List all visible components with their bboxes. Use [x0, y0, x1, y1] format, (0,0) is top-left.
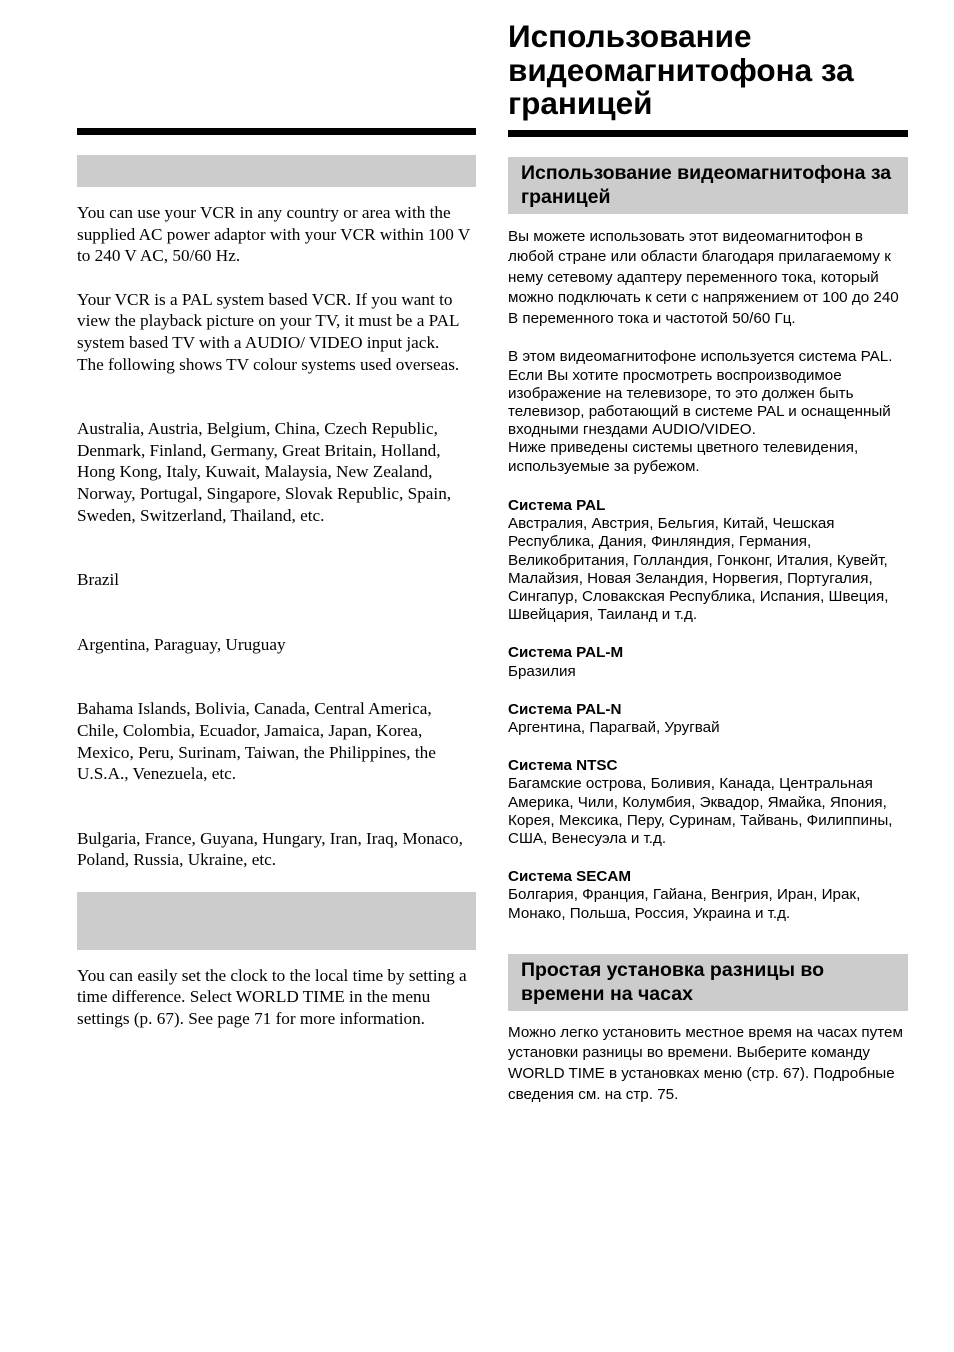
en-colour-systems-note: The following shows TV colour systems used overseas.	[77, 354, 460, 374]
ru-paln-countries: Аргентина, Парагвай, Уругвай	[508, 718, 720, 736]
en-palm-countries: Brazil	[77, 570, 119, 590]
ru-colour-systems-note: Ниже приведены системы цветного телевидения, используемые за рубежом.	[508, 439, 859, 475]
ru-ntsc-countries: Багамские острова, Боливия, Канада, Центральная Америка, Чили, Колумбия, Эквадор, Ямайка, Япония, Корея, Мексика, Перу, Суринам, Тайвань, Филиппины, США, Венесуэла и т.д.	[508, 775, 893, 847]
ru-intro-paragraph: Вы можете использовать этот видеомагнитофон в любой стране или области благодаря прилагаемому к нему сетевому адаптеру переменного тока, который можно подключать к сети с напряжением от 100 до 240 В переменного тока и частотой 50/60 Гц.	[508, 227, 899, 327]
section-heading: Простая установка разницы во времени на часах	[521, 958, 825, 1005]
ru-palm-label: Система PAL-M	[508, 644, 624, 662]
section-heading-band	[508, 157, 908, 214]
russian-column	[508, 20, 908, 1105]
ru-paln-label: Система PAL-N	[508, 700, 622, 718]
ru-ntsc-label: Система NTSC	[508, 757, 618, 775]
en-secam-countries: Bulgaria, France, Guyana, Hungary, Iran, Iraq, Monaco, Poland, Russia, Ukraine, etc.	[77, 828, 463, 870]
ru-pal-paragraph: В этом видеомагнитофоне используется система PAL. Если Вы хотите просмотреть воспроизводимое изображение на телевизоре, то это должен быть телевизор, работающий в системе PAL и оснащенный входными гнездами AUDIO/VIDEO.	[508, 348, 893, 439]
ru-pal-countries: Австралия, Австрия, Бельгия, Китай, Чешская Республика, Дания, Финляндия, Германия, Великобритания, Голландия, Гонконг, Италия, Кувейт, Малайзия, Новая Зеландия, Норвегия, Португалия, Сингапур, Словакская Республика, Испания, Швеция, Швейцария, Таиланд и т.д.	[508, 515, 889, 624]
ru-clock-paragraph: Можно легко установить местное время на часах путем установки разницы во времени. Выберите команду WORLD TIME в установках меню (стр. 67). Подробные сведения см. на стр. 75.	[508, 1023, 903, 1103]
page-title: Использование видеомагнитофона за границей	[508, 18, 854, 121]
en-pal-countries: Australia, Austria, Belgium, China, Czech Republic, Denmark, Finland, Germany, Great Britain, Holland, Hong Kong, Italy, Kuwait, Malaysia, New Zealand, Norway, Portugal, Singapore, Slovak Republic, Spain, Sweden, Switzerland, Thailand, etc.	[77, 419, 452, 525]
en-intro-paragraph: You can use your VCR in any country or area with the supplied AC power adaptor with your VCR within 100 V to 240 V AC, 50/60 Hz.	[77, 203, 470, 266]
section-heading-band	[508, 954, 908, 1011]
ru-palm-countries: Бразилия	[508, 662, 576, 680]
ru-pal-label: Система PAL	[508, 496, 606, 514]
en-pal-paragraph: Your VCR is a PAL system based VCR. If you want to view the playback picture on your TV, it must be a PAL system based TV with a AUDIO/ VIDEO input jack.	[77, 289, 459, 352]
title-rule	[508, 130, 908, 137]
section-heading-band	[77, 155, 476, 187]
ru-secam-label: Система SECAM	[508, 868, 631, 886]
en-ntsc-countries: Bahama Islands, Bolivia, Canada, Central America, Chile, Colombia, Ecuador, Jamaica, Japan, Korea, Mexico, Peru, Surinam, Taiwan, the Philippines, the U.S.A., Venezuela, etc.	[77, 699, 436, 784]
english-column	[77, 128, 476, 1030]
section-heading: Использование видеомагнитофона за границей	[521, 161, 892, 208]
en-paln-countries: Argentina, Paraguay, Uruguay	[77, 634, 286, 654]
section-heading-band	[77, 892, 476, 950]
title-rule	[77, 128, 476, 135]
ru-secam-countries: Болгария, Франция, Гайана, Венгрия, Иран, Ирак, Монако, Польша, Россия, Украина и т.д.	[508, 886, 861, 922]
en-clock-paragraph: You can easily set the clock to the local time by setting a time difference. Select WORLD TIME in the menu settings (p. 67). See page 71 for more information.	[77, 965, 467, 1029]
